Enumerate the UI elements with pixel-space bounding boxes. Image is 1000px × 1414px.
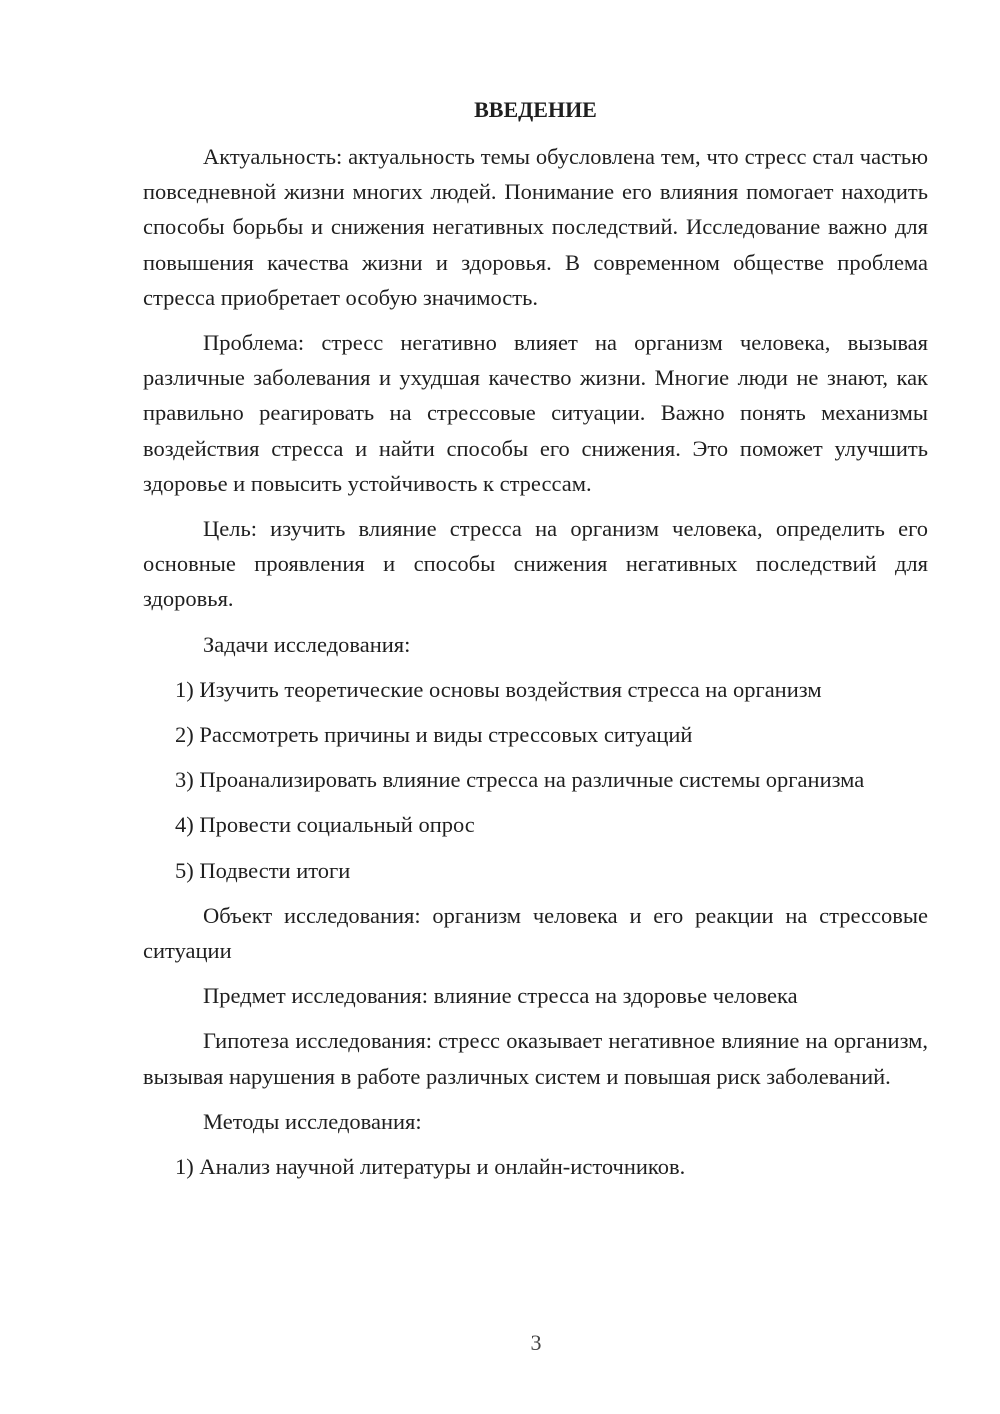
page-number: 3 <box>530 1330 542 1355</box>
page-title: ВВЕДЕНИЕ <box>474 97 597 122</box>
tasks-heading: Задачи исследования: <box>203 631 411 657</box>
relevance-paragraph: Актуальность: актуальность темы обусловлена тем, что стресс стал частью повседневной жизни многих людей. Понимание его влияния помогает находить способы борьбы и снижения негативных последствий. Исследование важно для повышения качества жизни и здоровья. В современном обществе проблема стресса приобретает особую значимость. <box>143 144 928 310</box>
task-item: 4) Провести социальный опрос <box>175 812 475 838</box>
method-item: 1) Анализ научной литературы и онлайн-источников. <box>175 1154 686 1180</box>
object-paragraph: Объект исследования: организм человека и его реакции на стрессовые ситуации <box>143 902 928 964</box>
goal-paragraph: Цель: изучить влияние стресса на организм человека, определить его основные проявления и способы снижения негативных последствий для здоровья. <box>143 516 928 612</box>
task-item: 2) Рассмотреть причины и виды стрессовых ситуаций <box>175 722 693 748</box>
task-item: 3) Проанализировать влияние стресса на различные системы организма <box>175 767 865 793</box>
task-item: 1) Изучить теоретические основы воздействия стресса на организм <box>175 676 822 702</box>
hypothesis-paragraph: Гипотеза исследования: стресс оказывает негативное влияние на организм, вызывая нарушения в работе различных систем и повышая риск заболеваний. <box>143 1028 928 1089</box>
subject-paragraph: Предмет исследования: влияние стресса на здоровье человека <box>203 983 798 1009</box>
task-item: 5) Подвести итоги <box>175 857 351 883</box>
methods-heading: Методы исследования: <box>203 1108 422 1134</box>
problem-paragraph: Проблема: стресс негативно влияет на организм человека, вызывая различные заболевания и ухудшая качество жизни. Многие люди не знают, как правильно реагировать на стрессовые ситуации. Важно понять механизмы воздействия стресса и найти способы его снижения. Это поможет улучшить здоровье и повысить устойчивость к стрессам. <box>143 330 928 496</box>
document-body <box>143 92 928 1194</box>
